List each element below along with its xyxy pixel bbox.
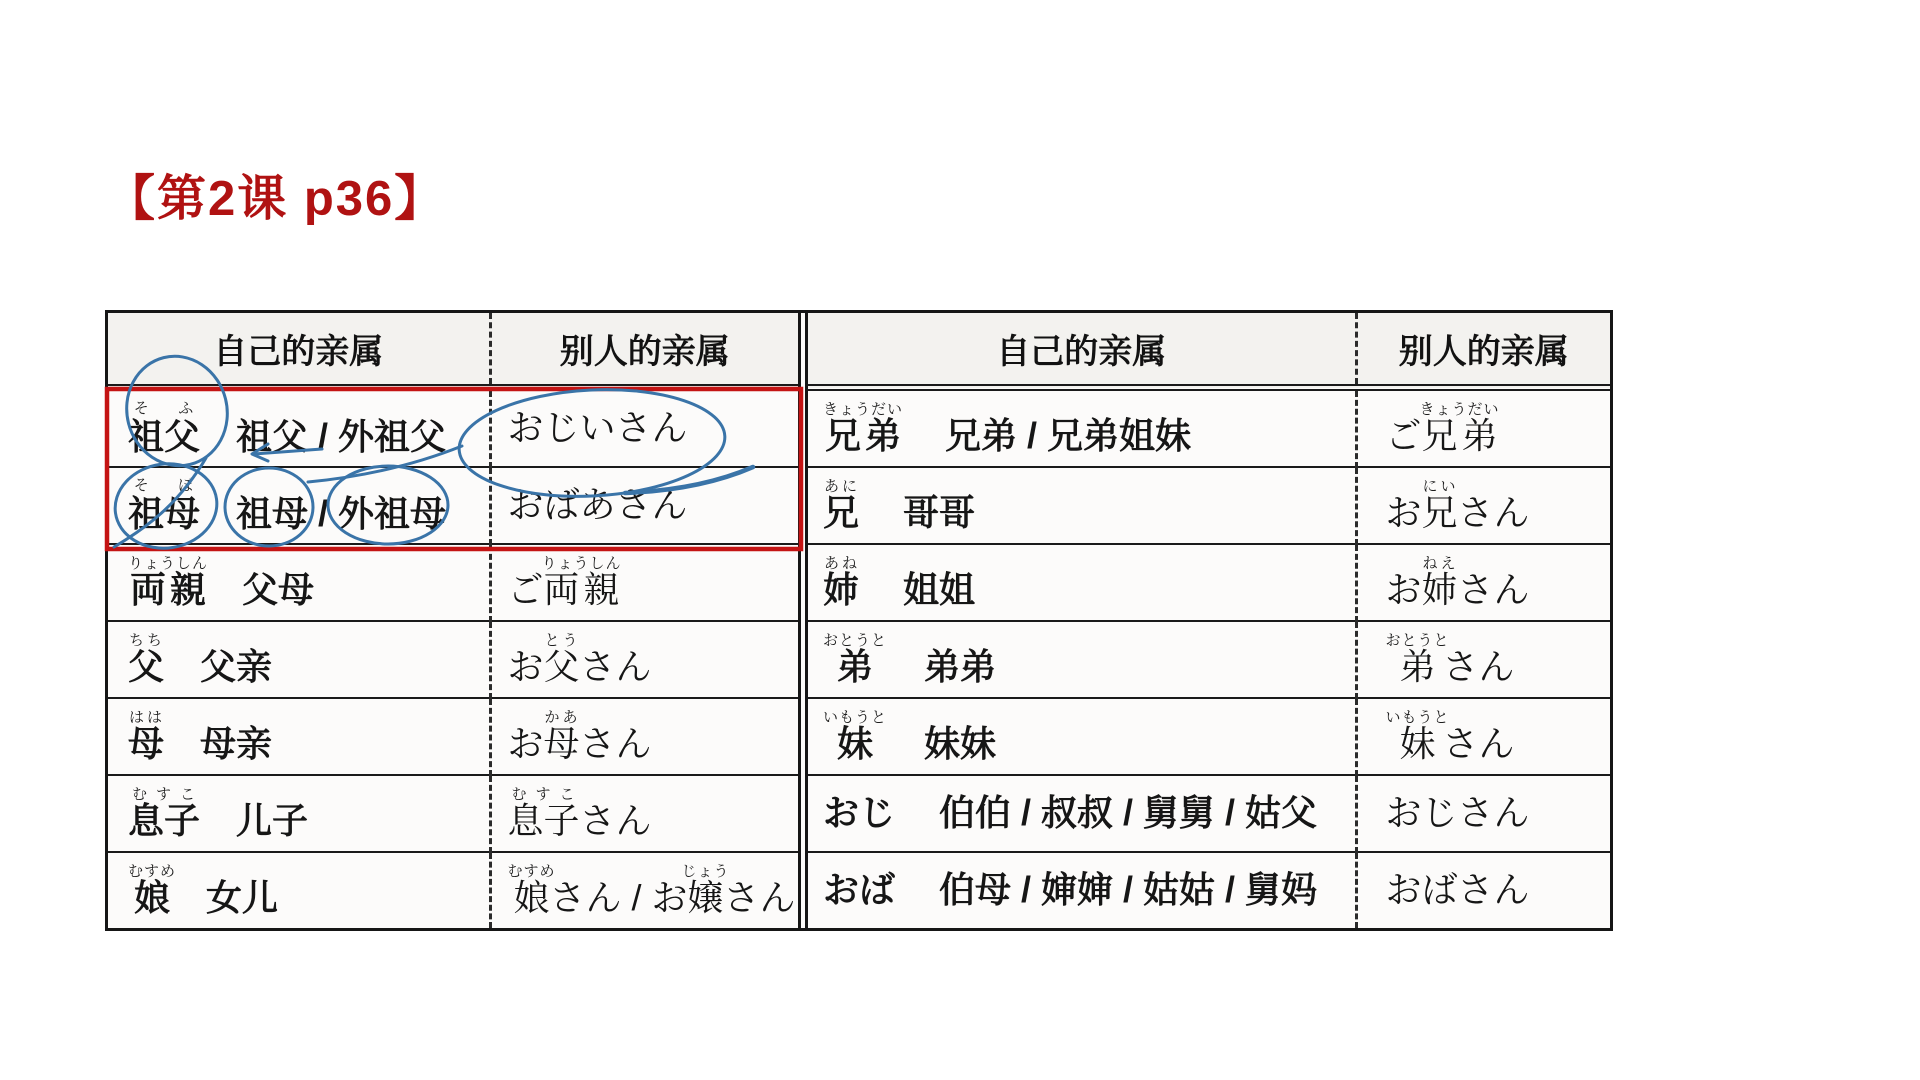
table-divider <box>798 313 808 928</box>
right-table-row-5 <box>808 698 1610 775</box>
left-table-row-2 <box>108 467 798 544</box>
right-table-row-6 <box>808 775 1610 852</box>
left-header-others: 别人的亲属 <box>490 313 798 388</box>
left-table-others-term-1: おじいさん <box>490 388 798 468</box>
right-table-others-term-5: 妹いもうとさん <box>1356 698 1610 775</box>
left-table-others-term-6: 息子むすこさん <box>490 775 798 852</box>
page-title: 【第2课 p36】 <box>106 172 446 226</box>
left-table-own-term-7: 娘むすめ女儿 <box>108 852 490 928</box>
right-table-own-term-1: 兄弟きょうだい兄弟 / 兄弟姐妹 <box>808 388 1356 468</box>
left-table-row-1 <box>108 388 798 468</box>
right-table-row-1 <box>808 388 1610 468</box>
right-header-others: 别人的亲属 <box>1356 313 1610 388</box>
left-table-row-7 <box>108 852 798 928</box>
left-table-own-term-6: 息子むすこ儿子 <box>108 775 490 852</box>
left-table-own-term-4: 父ちち父亲 <box>108 621 490 698</box>
right-header-own: 自己的亲属 <box>808 313 1356 388</box>
left-table-others-term-3: ご両親りょうしん <box>490 544 798 621</box>
right-table-others-term-1: ご兄弟きょうだい <box>1356 388 1610 468</box>
vocab-table <box>105 310 1613 931</box>
left-table-others-term-7: 娘むすめさん / お嬢じょうさん <box>490 852 798 928</box>
right-table-own-term-7: おば 伯母 / 婶婶 / 姑姑 / 舅妈 <box>808 852 1356 928</box>
right-table-own-term-6: おじ 伯伯 / 叔叔 / 舅舅 / 姑父 <box>808 775 1356 852</box>
left-table-row-3 <box>108 544 798 621</box>
right-table-own-term-2: 兄あに哥哥 <box>808 467 1356 544</box>
right-table-header-row <box>808 313 1610 388</box>
left-table-others-term-2: おばあさん <box>490 467 798 544</box>
left-table-own-term-5: 母はは母亲 <box>108 698 490 775</box>
left-header-own: 自己的亲属 <box>108 313 490 388</box>
right-table-own-term-3: 姉あね姐姐 <box>808 544 1356 621</box>
right-table-others-term-4: 弟おとうとさん <box>1356 621 1610 698</box>
right-table-others-term-7: おばさん <box>1356 852 1610 928</box>
right-table-own-term-5: 妹いもうと妹妹 <box>808 698 1356 775</box>
left-table-others-term-4: お父とうさん <box>490 621 798 698</box>
right-table-others-term-3: お姉ねえさん <box>1356 544 1610 621</box>
left-table-row-5 <box>108 698 798 775</box>
right-table-row-3 <box>808 544 1610 621</box>
left-table-row-6 <box>108 775 798 852</box>
left-table <box>108 313 798 928</box>
left-table-header-row <box>108 313 798 388</box>
right-table-others-term-2: お兄にいさん <box>1356 467 1610 544</box>
right-table-row-7 <box>808 852 1610 928</box>
left-table-own-term-3: 両親りょうしん父母 <box>108 544 490 621</box>
left-table-own-term-1: 祖父そ ふ祖父 / 外祖父 <box>108 388 490 468</box>
left-table-others-term-5: お母かあさん <box>490 698 798 775</box>
left-table-row-4 <box>108 621 798 698</box>
right-table <box>808 313 1610 928</box>
right-table-own-term-4: 弟おとうと弟弟 <box>808 621 1356 698</box>
right-table-row-4 <box>808 621 1610 698</box>
left-table-own-term-2: 祖母そ ぼ祖母 / 外祖母 <box>108 467 490 544</box>
right-table-others-term-6: おじさん <box>1356 775 1610 852</box>
right-table-row-2 <box>808 467 1610 544</box>
